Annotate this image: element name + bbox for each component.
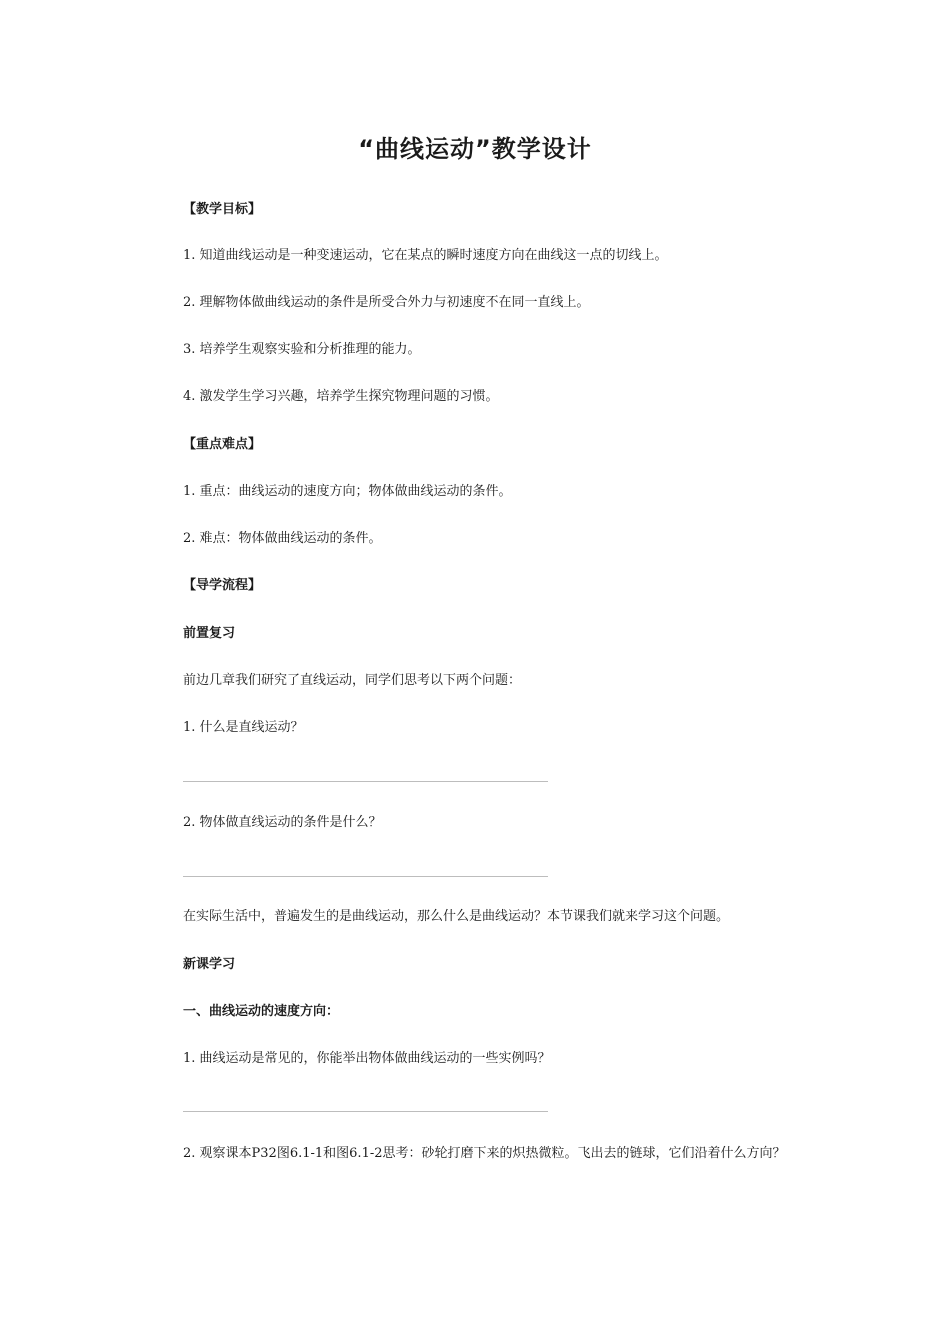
key-points-heading: 【重点难点】 — [183, 437, 262, 452]
page-title: “曲线运动”教学设计 — [358, 135, 592, 163]
review-question-2: 2. 物体做直线运动的条件是什么？ — [183, 815, 382, 830]
objective-item-2: 2. 理解物体做曲线运动的条件是所受合外力与初速度不在同一直线上。 — [183, 295, 590, 310]
new-lesson-heading: 新课学习 — [183, 957, 236, 972]
key-point-item-1: 1. 重点：曲线运动的速度方向；物体做曲线运动的条件。 — [183, 484, 512, 499]
objective-item-3: 3. 培养学生观察实验和分析推理的能力。 — [183, 342, 421, 357]
lesson-question-1: 1. 曲线运动是常见的，你能举出物体做曲线运动的一些实例吗？ — [183, 1051, 551, 1066]
answer-blank-line[interactable] — [183, 876, 548, 877]
review-intro: 前边几章我们研究了直线运动，同学们思考以下两个问题： — [183, 673, 522, 688]
section1-heading: 一、曲线运动的速度方向： — [183, 1004, 340, 1019]
review-heading: 前置复习 — [183, 626, 236, 641]
lesson-question-2: 2. 观察课本P32图6.1-1和图6.1-2思考：砂轮打磨下来的炽热微粒。飞出去的链球，它们沿着什么方向？ — [183, 1146, 786, 1161]
answer-blank-line[interactable] — [183, 1111, 548, 1112]
answer-blank-line[interactable] — [183, 781, 548, 782]
key-point-item-2: 2. 难点：物体做曲线运动的条件。 — [183, 531, 382, 546]
review-transition: 在实际生活中，普遍发生的是曲线运动，那么什么是曲线运动？本节课我们就来学习这个问题。 — [183, 909, 730, 924]
objectives-heading: 【教学目标】 — [183, 202, 262, 217]
objective-item-4: 4. 激发学生学习兴趣，培养学生探究物理问题的习惯。 — [183, 389, 499, 404]
process-heading: 【导学流程】 — [183, 578, 262, 593]
objective-item-1: 1. 知道曲线运动是一种变速运动，它在某点的瞬时速度方向在曲线这一点的切线上。 — [183, 248, 668, 263]
review-question-1: 1. 什么是直线运动？ — [183, 720, 304, 735]
